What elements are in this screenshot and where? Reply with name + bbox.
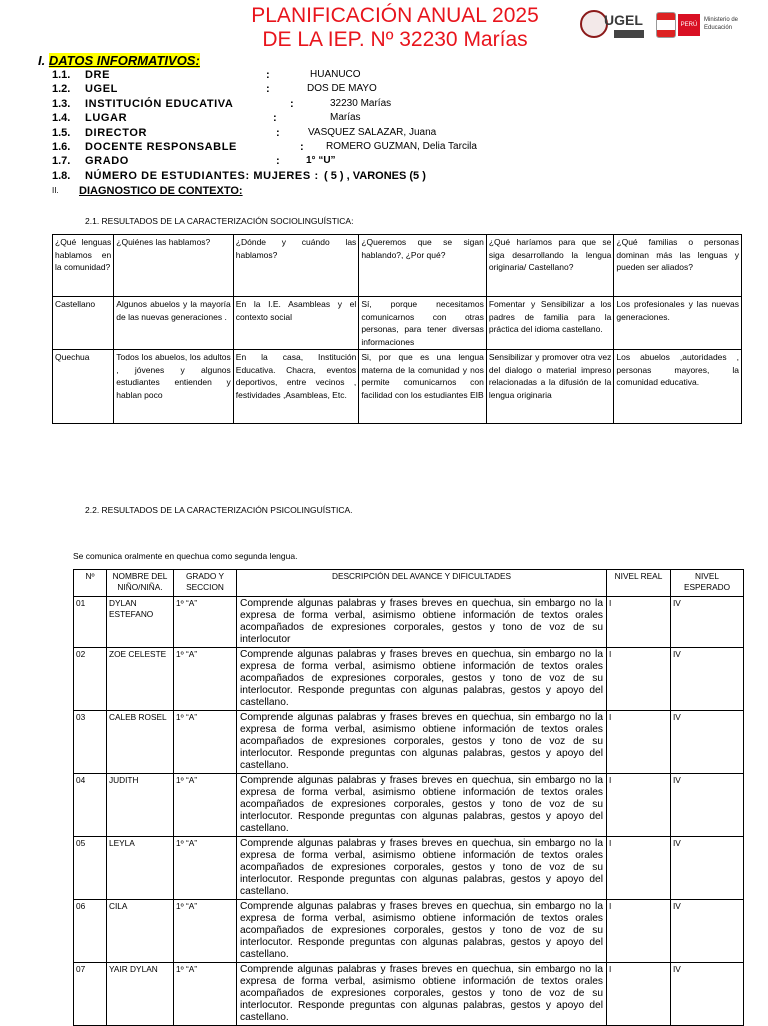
column-header: DESCRIPCIÓN DEL AVANCE Y DIFICULTADES: [237, 570, 607, 597]
cell-desc: Comprende algunas palabras y frases breves en quechua, sin embargo no la expresa de forma verbal, asimismo obtiene información de textos orales acompañados de expresiones corporales, gestos y tono de voz de su interlocutor. Responde preguntas con algunas palabras, gestos y apoyo del castellano.: [237, 963, 607, 1026]
cell-expected: IV: [671, 597, 744, 648]
table-cell: Sí, porque necesitamos comunicarnos con otras personas, para tener diversas informaciones: [359, 297, 487, 350]
info-label: NÚMERO DE ESTUDIANTES: MUJERES :: [85, 169, 319, 182]
psycholinguistic-note: Se comunica oralmente en quechua como segunda lengua.: [73, 551, 298, 561]
info-colon: :: [266, 83, 270, 96]
info-colon: :: [273, 112, 277, 125]
ministry-name: Ministerio de Educación: [704, 17, 739, 31]
table-cell: Los profesionales y las nuevas generaciones.: [614, 297, 742, 350]
subsection-2-2-title: 2.2. RESULTADOS DE LA CARACTERIZACIÓN PSICOLINGUÍSTICA.: [85, 505, 353, 515]
section-2-title: DIAGNOSTICO DE CONTEXTO:: [79, 185, 243, 197]
info-value: 32230 Marías: [330, 97, 392, 109]
table-cell: Quechua: [53, 350, 114, 424]
info-value: ROMERO GUZMAN, Delia Tarcila: [326, 141, 477, 152]
table-cell: Castellano: [53, 297, 114, 350]
cell-num: 01: [74, 597, 107, 648]
section-1-title: DATOS INFORMATIVOS:: [48, 53, 200, 68]
peru-label: PERÚ: [678, 14, 700, 36]
cell-expected: IV: [671, 774, 744, 837]
column-header: ¿Dónde y cuándo las hablamos?: [233, 235, 359, 297]
info-value: ( 5 ) , VARONES (5 ): [324, 169, 426, 182]
column-header: NIVEL REAL: [607, 570, 671, 597]
column-header: ¿Qué lenguas hablamos en la comunidad?: [53, 235, 114, 297]
table-cell: Sensibilizar y promover otra vez del dialogo o material impreso relacionadas a la difusión de la lengua originaria: [486, 350, 614, 424]
header-logos: [578, 8, 750, 42]
section-1-roman: I.: [38, 53, 46, 68]
psycholinguistic-table: [73, 569, 744, 1026]
subsection-2-1-title: 2.1. RESULTADOS DE LA CARACTERIZACIÓN SOCIOLINGUÍSTICA:: [85, 216, 354, 226]
table-row: [53, 350, 742, 424]
ugel-logo-bar: [614, 30, 644, 38]
info-label: DIRECTOR: [85, 126, 148, 139]
info-number: 1.4.: [52, 112, 71, 125]
cell-desc: Comprende algunas palabras y frases breves en quechua, sin embargo no la expresa de forma verbal, asimismo obtiene información de textos orales acompañados de expresiones corporales, gestos y tono de voz de su interlocutor. Responde preguntas con algunas palabras, gestos y apoyo del castellano.: [237, 774, 607, 837]
table-row: [74, 648, 744, 711]
info-label: LUGAR: [85, 112, 128, 125]
column-header: NOMBRE DEL NIÑO/NIÑA.: [107, 570, 174, 597]
info-label: INSTITUCIÓN EDUCATIVA: [85, 97, 234, 110]
column-header: Nº: [74, 570, 107, 597]
cell-desc: Comprende algunas palabras y frases breves en quechua, sin embargo no la expresa de forma verbal, asimismo obtiene información de textos orales acompañados de expresiones corporales, gestos y tono de voz de su interlocutor: [237, 597, 607, 648]
cell-real: I: [607, 597, 671, 648]
table-cell: Fomentar y Sensibilizar a los padres de familia para la práctica del idioma castellano.: [486, 297, 614, 350]
table-cell: Algunos abuelos y la mayoría de las nuevas generaciones .: [114, 297, 234, 350]
info-colon: :: [276, 155, 280, 168]
table-cell: En la casa, Institución Educativa. Chacra, eventos deportivos, entre vecinos , festividades ,Asambleas, Etc.: [233, 350, 359, 424]
table-cell: Todos los abuelos, los adultos , jóvenes y algunos estudiantes entienden y hablan poco: [114, 350, 234, 424]
info-colon: :: [276, 126, 280, 139]
cell-num: 06: [74, 900, 107, 963]
info-number: 1.8.: [52, 169, 71, 182]
column-header: GRADO Y SECCION: [174, 570, 237, 597]
table-header-row: [74, 570, 744, 597]
table-row: [74, 900, 744, 963]
info-value: VASQUEZ SALAZAR, Juana: [308, 126, 437, 138]
table-cell: En la I.E. Asambleas y el contexto social: [233, 297, 359, 350]
cell-expected: IV: [671, 963, 744, 1026]
section-1-heading: [38, 53, 200, 68]
table-row: [53, 297, 742, 350]
info-value: Marías: [330, 112, 361, 124]
info-colon: :: [300, 141, 304, 153]
title-line-1: PLANIFICACIÓN ANUAL 2025: [251, 4, 539, 27]
info-number: 1.7.: [52, 155, 71, 168]
cell-name: YAIR DYLAN: [107, 963, 174, 1026]
table-row: [74, 774, 744, 837]
cell-real: I: [607, 711, 671, 774]
document-title: [220, 4, 570, 52]
column-header: ¿Qué haríamos para que se siga desarrollando la lengua originaria/ Castellano?: [486, 235, 614, 297]
cell-grade: 1º “A”: [174, 900, 237, 963]
cell-expected: IV: [671, 648, 744, 711]
section-2-roman: II.: [52, 186, 59, 195]
cell-desc: Comprende algunas palabras y frases breves en quechua, sin embargo no la expresa de forma verbal, asimismo obtiene información de textos orales acompañados de expresiones corporales, gestos y tono de voz de su interlocutor. Responde preguntas con algunas palabras, gestos y apoyo del castellano.: [237, 837, 607, 900]
table-row: [74, 837, 744, 900]
cell-real: I: [607, 900, 671, 963]
info-label: DRE: [85, 69, 111, 81]
table-row: [74, 711, 744, 774]
cell-grade: 1º “A”: [174, 597, 237, 648]
cell-num: 04: [74, 774, 107, 837]
cell-real: I: [607, 774, 671, 837]
cell-real: I: [607, 837, 671, 900]
table-row: [74, 597, 744, 648]
info-value: HUANUCO: [310, 69, 361, 80]
title-line-2: DE LA IEP. Nº 32230 Marías: [262, 28, 528, 51]
cell-num: 03: [74, 711, 107, 774]
info-label: GRADO: [85, 155, 129, 168]
ugel-logo-text: UGEL: [604, 12, 643, 28]
info-number: 1.1.: [52, 69, 71, 81]
cell-num: 02: [74, 648, 107, 711]
info-number: 1.6.: [52, 141, 71, 153]
cell-name: LEYLA: [107, 837, 174, 900]
table-cell: Los abuelos ,autoridades , personas mayores, la comunidad educativa.: [614, 350, 742, 424]
info-colon: :: [266, 69, 270, 81]
cell-grade: 1º “A”: [174, 774, 237, 837]
column-header: ¿Queremos que se sigan hablando?, ¿Por qué?: [359, 235, 487, 297]
cell-grade: 1º “A”: [174, 963, 237, 1026]
cell-expected: IV: [671, 711, 744, 774]
table-row: [74, 963, 744, 1026]
cell-num: 07: [74, 963, 107, 1026]
sociolinguistic-table: [52, 234, 742, 424]
cell-num: 05: [74, 837, 107, 900]
ugel-logo: [578, 8, 648, 42]
cell-name: CALEB ROSEL: [107, 711, 174, 774]
cell-real: I: [607, 648, 671, 711]
info-colon: :: [290, 97, 294, 110]
info-number: 1.5.: [52, 126, 71, 139]
cell-desc: Comprende algunas palabras y frases breves en quechua, sin embargo no la expresa de forma verbal, asimismo obtiene información de textos orales acompañados de expresiones corporales, gestos y tono de voz de su interlocutor. Responde preguntas con algunas palabras, gestos y apoyo del castellano.: [237, 900, 607, 963]
info-label: DOCENTE RESPONSABLE: [85, 141, 237, 153]
info-label: UGEL: [85, 83, 118, 96]
peru-shield-icon: [656, 12, 676, 38]
cell-name: DYLAN ESTEFANO: [107, 597, 174, 648]
info-value: DOS DE MAYO: [307, 83, 377, 95]
cell-desc: Comprende algunas palabras y frases breves en quechua, sin embargo no la expresa de forma verbal, asimismo obtiene información de textos orales acompañados de expresiones corporales, gestos y tono de voz de su interlocutor. Responde preguntas con algunas palabras, gestos y apoyo del castellano.: [237, 648, 607, 711]
column-header: ¿Quiénes las hablamos?: [114, 235, 234, 297]
column-header: NIVEL ESPERADO: [671, 570, 744, 597]
cell-grade: 1º “A”: [174, 837, 237, 900]
cell-name: ZOE CELESTE: [107, 648, 174, 711]
ministry-logo: [656, 12, 750, 40]
cell-desc: Comprende algunas palabras y frases breves en quechua, sin embargo no la expresa de forma verbal, asimismo obtiene información de textos orales acompañados de expresiones corporales, gestos y tono de voz de su interlocutor. Responde preguntas con algunas palabras, gestos y apoyo del castellano.: [237, 711, 607, 774]
cell-expected: IV: [671, 900, 744, 963]
cell-real: I: [607, 963, 671, 1026]
cell-name: CILA: [107, 900, 174, 963]
cell-grade: 1º “A”: [174, 711, 237, 774]
table-header-row: [53, 235, 742, 297]
table-cell: Si, por que es una lengua materna de la comunidad y nos permite comunicarnos con facilidad con los estudiantes EIB: [359, 350, 487, 424]
cell-expected: IV: [671, 837, 744, 900]
info-number: 1.3.: [52, 97, 71, 110]
cell-name: JUDITH: [107, 774, 174, 837]
info-value: 1° “U”: [306, 155, 336, 167]
column-header: ¿Qué familias o personas dominan más las lenguas y pueden ser aliados?: [614, 235, 742, 297]
cell-grade: 1º “A”: [174, 648, 237, 711]
info-number: 1.2.: [52, 83, 71, 96]
